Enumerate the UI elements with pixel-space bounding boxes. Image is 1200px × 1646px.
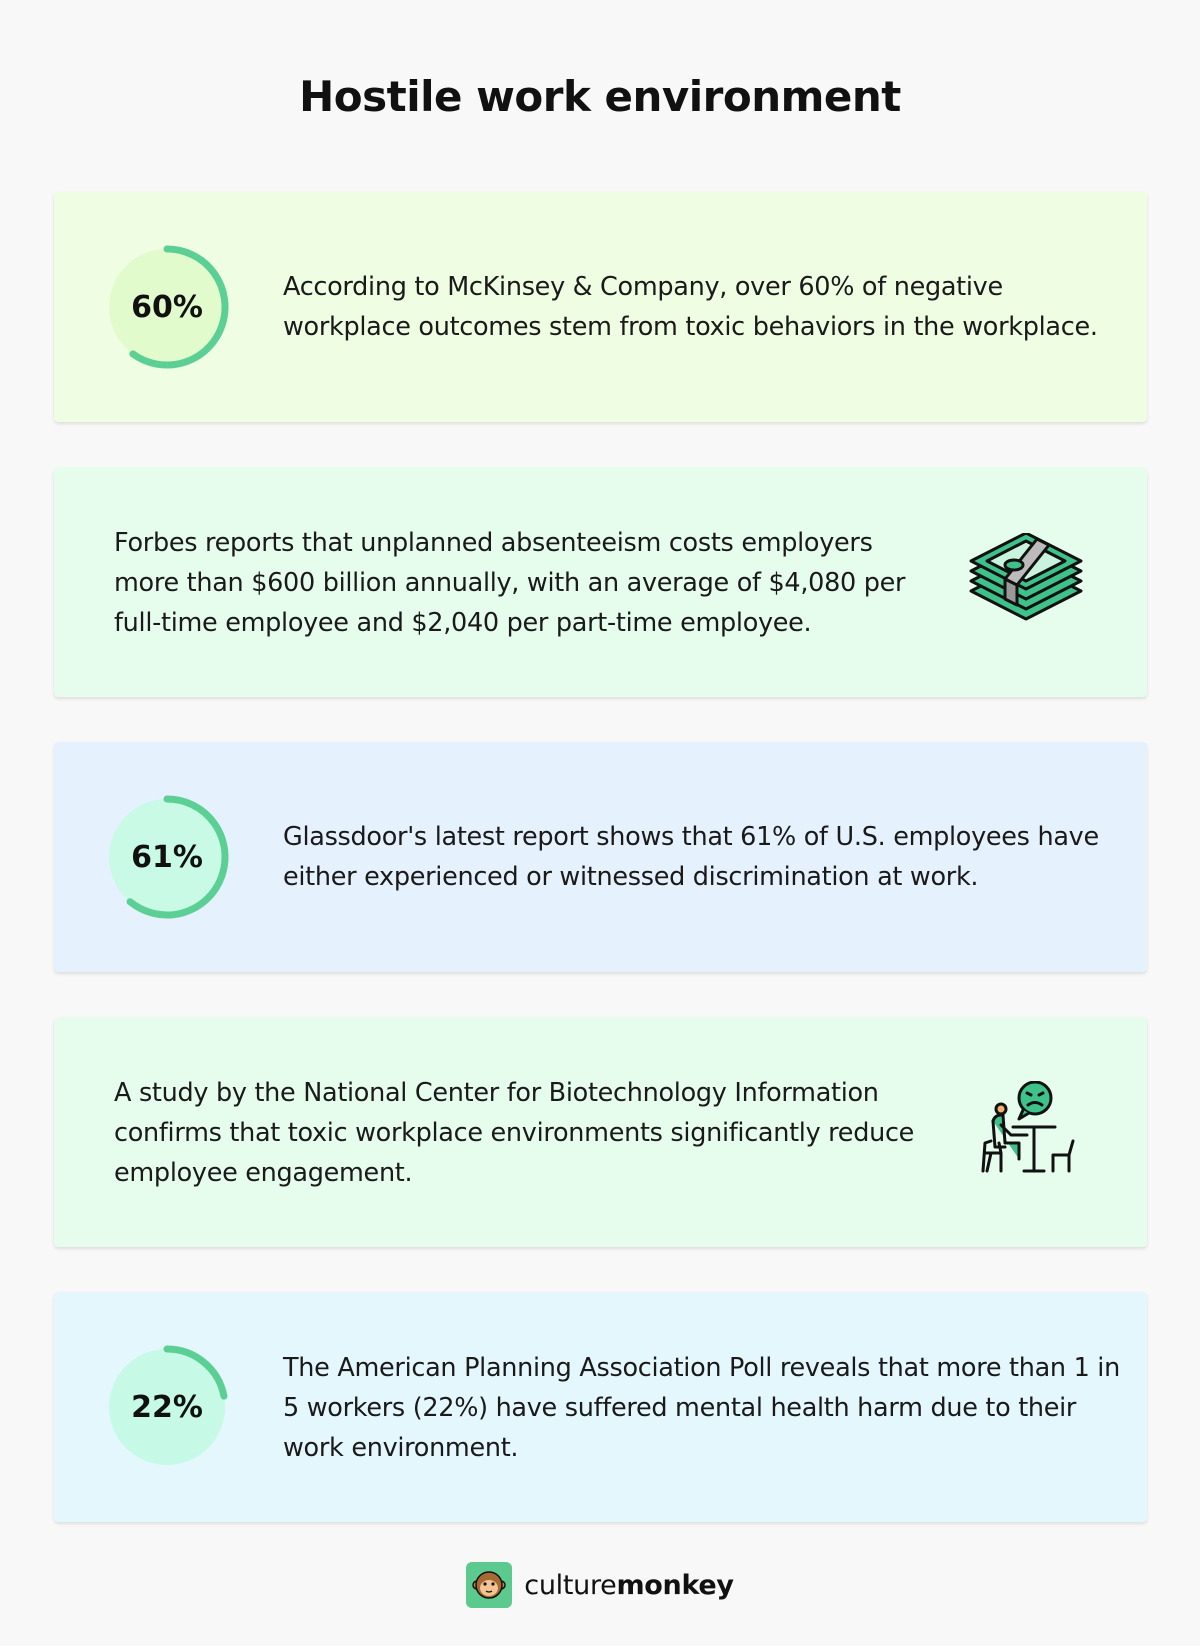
monkey-icon: [466, 1562, 512, 1608]
card-text: Forbes reports that unplanned absenteeism costs employers more than $600 billion annually, with an average of $4,080 per full-time employee and $2,040 per part-time employee.: [114, 528, 906, 638]
percent-label: 22%: [131, 1389, 203, 1425]
percent-ring: [104, 244, 230, 370]
stat-card-3: [54, 742, 1147, 972]
brand-bold: monkey: [616, 1569, 734, 1601]
percent-ring: [104, 1344, 230, 1470]
sad-worker-icon: [979, 1081, 1079, 1185]
card-text: The American Planning Association Poll reveals that more than 1 in 5 workers (22%) have suffered mental health harm due to their work environment.: [283, 1353, 1120, 1463]
stat-card-5: [54, 1292, 1147, 1522]
stat-card-1: [54, 192, 1147, 422]
money-stack-icon: [969, 533, 1084, 627]
percent-label: 61%: [131, 839, 203, 875]
brand-name: [524, 1570, 733, 1601]
stat-card-2: [54, 467, 1147, 697]
card-text: According to McKinsey & Company, over 60% of negative workplace outcomes stem from toxic behaviors in the workplace.: [283, 272, 1098, 342]
percent-ring: [104, 794, 230, 920]
stat-card-4: [54, 1017, 1147, 1247]
brand-light: culture: [524, 1569, 617, 1601]
footer-brand: [0, 1562, 1200, 1608]
card-text: A study by the National Center for Biotechnology Information confirms that toxic workplace environments significantly reduce employee engagement.: [114, 1078, 915, 1188]
page-title: Hostile work environment: [299, 72, 901, 121]
card-text: Glassdoor's latest report shows that 61% of U.S. employees have either experienced or witnessed discrimination at work.: [283, 822, 1099, 892]
percent-label: 60%: [131, 289, 203, 325]
